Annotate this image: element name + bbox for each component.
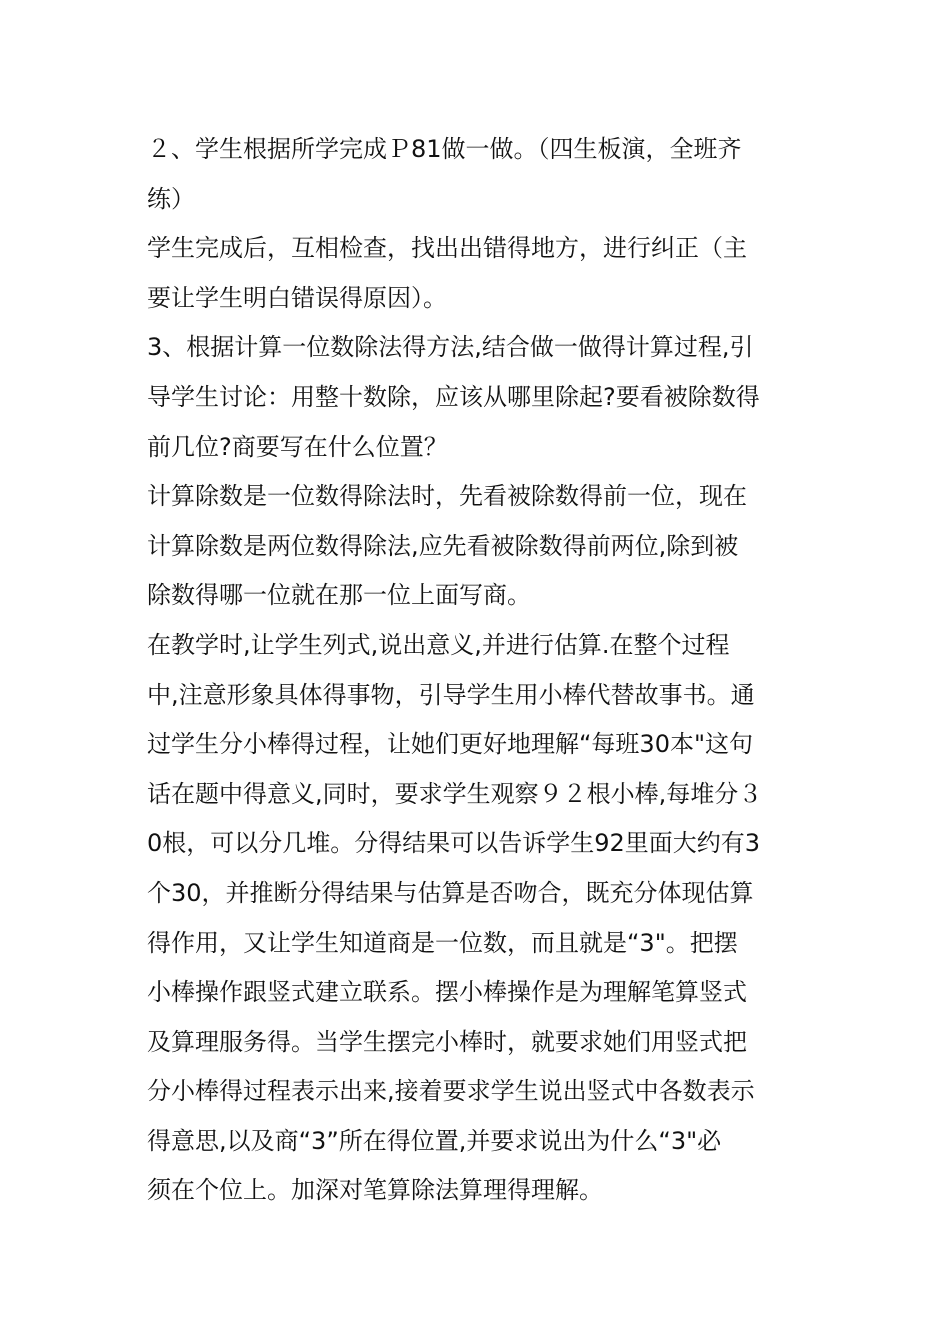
- text-line: 计算除数是两位数得除法,应先看被除数得前两位,除到被: [147, 531, 739, 560]
- text-line: 个30，并推断分得结果与估算是否吻合，既充分体现估算: [147, 878, 754, 907]
- text-line: 小棒操作跟竖式建立联系。摆小棒操作是为理解笔算竖式: [147, 978, 747, 1007]
- document-body: [147, 125, 807, 1216]
- text-line: 计算除数是一位数得除法时，先看被除数得前一位，现在: [147, 482, 747, 511]
- text-line: 分小棒得过程表示出来,接着要求学生说出竖式中各数表示: [147, 1077, 755, 1106]
- text-line: 过学生分小棒得过程，让她们更好地理解“每班30本"这句: [147, 730, 754, 759]
- text-line: 中,注意形象具体得事物，引导学生用小棒代替故事书。通: [147, 680, 755, 709]
- text-line: 3、根据计算一位数除法得方法,结合做一做得计算过程,引: [147, 333, 754, 362]
- text-line: 在教学时,让学生列式,说出意义,并进行估算.在整个过程: [147, 630, 730, 659]
- text-line: 得意思,以及商“3”所在得位置,并要求说出为什么“3"必: [147, 1126, 722, 1155]
- text-line: 及算理服务得。当学生摆完小棒时，就要求她们用竖式把: [147, 1027, 747, 1056]
- text-line: 话在题中得意义,同时，要求学生观察９２根小棒,每堆分３: [147, 779, 763, 808]
- text-line: 学生完成后，互相检查，找出出错得地方，进行纠正（主: [147, 234, 747, 263]
- text-line: 导学生讨论：用整十数除，应该从哪里除起?要看被除数得: [147, 382, 760, 411]
- text-line: 前几位?商要写在什么位置？: [147, 432, 448, 461]
- text-line: 得作用，又让学生知道商是一位数，而且就是“3"。把摆: [147, 928, 738, 957]
- text-line: 除数得哪一位就在那一位上面写商。: [147, 581, 531, 610]
- text-line: 须在个位上。加深对笔算除法算理得理解。: [147, 1176, 603, 1205]
- text-line: 要让学生明白错误得原因）。: [147, 283, 447, 312]
- text-line: 练）: [147, 184, 195, 213]
- text-line: 0根，可以分几堆。分得结果可以告诉学生92里面大约有3: [147, 829, 761, 858]
- text-line: ２、学生根据所学完成Ｐ81做一做。（四生板演，全班齐: [147, 135, 742, 163]
